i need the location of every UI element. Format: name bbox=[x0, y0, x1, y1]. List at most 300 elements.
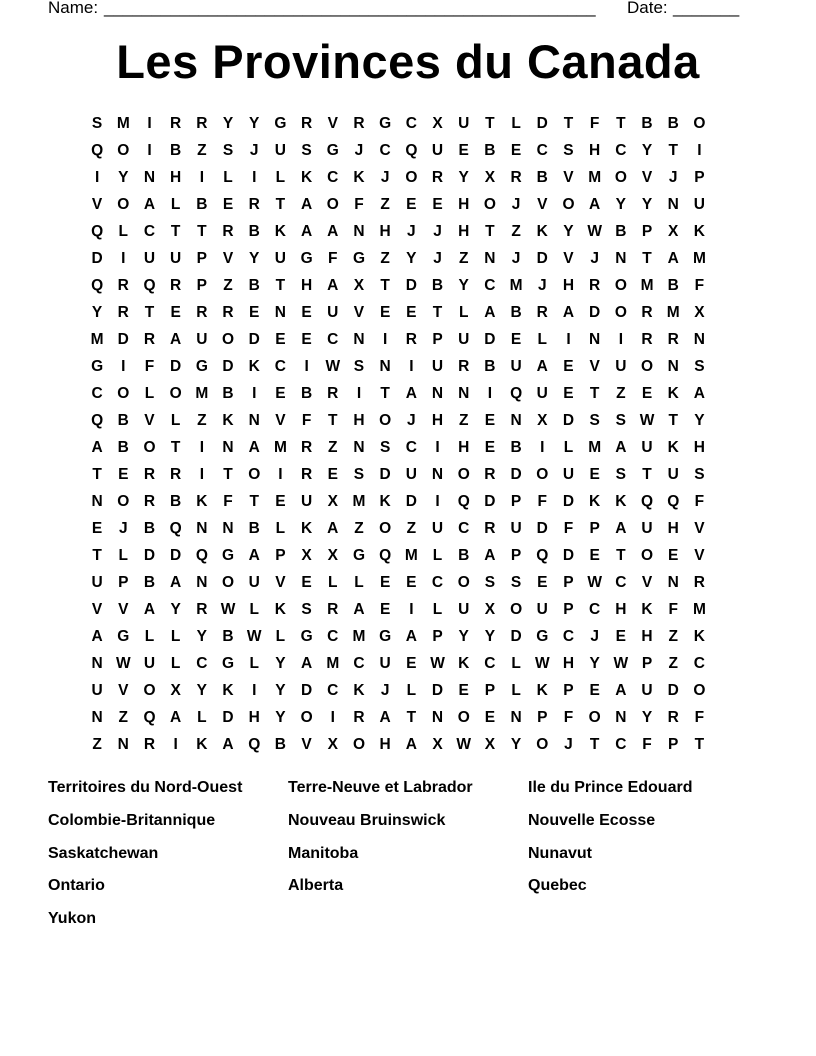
grid-letter: F bbox=[328, 250, 338, 267]
grid-letter: K bbox=[196, 736, 208, 753]
grid-letter: H bbox=[248, 709, 260, 726]
grid-letter: M bbox=[116, 115, 130, 132]
grid-letter: O bbox=[143, 682, 156, 699]
grid-letter: O bbox=[614, 169, 627, 186]
grid-letter: W bbox=[587, 223, 602, 240]
grid-letter: V bbox=[327, 115, 338, 132]
grid-letter: Y bbox=[563, 223, 574, 240]
grid-letter: I bbox=[147, 115, 152, 132]
grid-letter: J bbox=[380, 169, 390, 186]
grid-letter: T bbox=[589, 736, 600, 753]
grid-letter: D bbox=[667, 682, 679, 699]
grid-letter: K bbox=[353, 682, 365, 699]
grid-letter: C bbox=[405, 439, 417, 456]
grid-letter: B bbox=[222, 385, 234, 402]
grid-letter: K bbox=[222, 682, 234, 699]
grid-letter: S bbox=[301, 142, 312, 159]
grid-letter: U bbox=[510, 358, 522, 375]
grid-letter: I bbox=[330, 709, 335, 726]
grid-letter: P bbox=[694, 169, 705, 186]
grid-letter: F bbox=[694, 493, 705, 510]
grid-letter: W bbox=[534, 655, 550, 672]
grid-letter: N bbox=[667, 358, 679, 375]
grid-letter: U bbox=[143, 655, 156, 672]
word-list-item: Terre-Neuve et Labrador bbox=[288, 779, 473, 796]
grid-letter: Y bbox=[275, 709, 286, 726]
grid-letter: Y bbox=[249, 115, 260, 132]
grid-letter: R bbox=[143, 466, 156, 483]
grid-letter: V bbox=[118, 682, 129, 699]
grid-letter: C bbox=[615, 736, 627, 753]
grid-letter: D bbox=[562, 493, 575, 510]
grid-letter: Z bbox=[197, 412, 207, 429]
grid-letter: W bbox=[115, 655, 131, 672]
grid-letter: Z bbox=[458, 250, 469, 267]
grid-letter: R bbox=[222, 223, 234, 240]
grid-letter: H bbox=[641, 628, 653, 645]
grid-letter: D bbox=[484, 493, 496, 510]
grid-letter: D bbox=[170, 547, 182, 564]
grid-letter: F bbox=[694, 709, 705, 726]
grid-letter: U bbox=[693, 196, 705, 213]
grid-letter: B bbox=[484, 358, 496, 375]
grid-letter: J bbox=[511, 250, 521, 267]
grid-letter: M bbox=[640, 277, 654, 294]
grid-letter: Y bbox=[615, 196, 627, 213]
word-list-row bbox=[48, 910, 768, 943]
word-list-item: Yukon bbox=[48, 910, 97, 928]
grid-letter: C bbox=[562, 628, 575, 645]
grid-letter: R bbox=[431, 169, 444, 186]
grid-letter: V bbox=[353, 304, 365, 321]
grid-letter: T bbox=[406, 709, 417, 726]
grid-letter: S bbox=[563, 142, 574, 159]
grid-letter: M bbox=[588, 169, 602, 186]
word-list-row bbox=[48, 845, 768, 878]
grid-letter: O bbox=[588, 709, 601, 726]
grid-letter: Y bbox=[641, 142, 653, 159]
grid-letter: Y bbox=[249, 250, 260, 267]
grid-letter: C bbox=[274, 358, 286, 375]
grid-letter: H bbox=[458, 196, 470, 213]
grid-letter: A bbox=[405, 628, 417, 645]
grid-letter: R bbox=[641, 331, 653, 348]
grid-letter: N bbox=[91, 493, 103, 510]
grid-letter: E bbox=[484, 439, 496, 456]
grid-letter: U bbox=[431, 142, 444, 159]
grid-letter: T bbox=[275, 196, 286, 213]
grid-letter: K bbox=[458, 655, 470, 672]
grid-letter: V bbox=[91, 196, 103, 213]
grid-letter: I bbox=[409, 601, 414, 618]
grid-letter: U bbox=[641, 439, 653, 456]
grid-letter: X bbox=[327, 736, 338, 753]
grid-letter: G bbox=[300, 628, 313, 645]
grid-letter: I bbox=[252, 385, 257, 402]
grid-letter: Q bbox=[143, 709, 156, 726]
grid-letter: J bbox=[564, 736, 573, 753]
grid-letter: S bbox=[379, 439, 391, 456]
grid-letter: C bbox=[484, 655, 496, 672]
grid-letter: U bbox=[300, 493, 313, 510]
grid-letter: V bbox=[275, 412, 286, 429]
grid-letter: C bbox=[615, 574, 627, 591]
grid-letter: T bbox=[432, 304, 443, 321]
grid-letter: J bbox=[668, 169, 678, 186]
grid-letter: Y bbox=[641, 196, 653, 213]
grid-letter: E bbox=[510, 142, 522, 159]
grid-letter: J bbox=[590, 628, 599, 645]
grid-letter: A bbox=[562, 304, 575, 321]
grid-letter: O bbox=[457, 466, 470, 483]
grid-letter: S bbox=[589, 412, 600, 429]
grid-letter: L bbox=[144, 385, 155, 402]
grid-letter: M bbox=[666, 304, 680, 321]
grid-letter: E bbox=[589, 466, 600, 483]
grid-letter: P bbox=[196, 277, 208, 294]
grid-row bbox=[84, 623, 713, 650]
grid-letter: X bbox=[432, 115, 443, 132]
grid-letter: N bbox=[353, 439, 365, 456]
grid-letter: H bbox=[562, 277, 575, 294]
grid-letter: R bbox=[196, 601, 208, 618]
grid-row bbox=[84, 245, 713, 272]
grid-letter: Z bbox=[380, 250, 390, 267]
grid-letter: B bbox=[615, 223, 627, 240]
grid-letter: V bbox=[563, 250, 574, 267]
grid-letter: B bbox=[667, 115, 679, 132]
grid-letter: O bbox=[300, 709, 313, 726]
grid-letter: N bbox=[510, 412, 522, 429]
word-list-item: Nouveau Bruinswick bbox=[288, 811, 446, 829]
grid-letter: S bbox=[615, 466, 627, 483]
grid-letter: O bbox=[405, 169, 418, 186]
grid-letter: E bbox=[379, 574, 391, 591]
word-list-item: Quebec bbox=[528, 877, 587, 895]
grid-letter: I bbox=[121, 250, 126, 267]
grid-letter: C bbox=[484, 277, 496, 294]
grid-letter: O bbox=[117, 196, 130, 213]
grid-letter: B bbox=[170, 142, 182, 159]
grid-letter: K bbox=[222, 412, 234, 429]
grid-letter: I bbox=[278, 466, 283, 483]
grid-row bbox=[84, 434, 713, 461]
grid-letter: E bbox=[327, 466, 338, 483]
grid-letter: G bbox=[352, 547, 365, 564]
grid-letter: B bbox=[196, 196, 208, 213]
grid-letter: E bbox=[615, 628, 627, 645]
grid-row bbox=[84, 650, 713, 677]
grid-letter: Z bbox=[616, 385, 626, 402]
grid-letter: C bbox=[379, 142, 391, 159]
grid-letter: P bbox=[432, 628, 443, 645]
grid-letter: M bbox=[195, 385, 209, 402]
grid-letter: F bbox=[144, 358, 155, 375]
grid-letter: B bbox=[536, 169, 548, 186]
grid-letter: U bbox=[274, 250, 286, 267]
grid-letter: C bbox=[143, 223, 156, 240]
grid-letter: U bbox=[458, 331, 470, 348]
grid-letter: O bbox=[248, 466, 261, 483]
grid-letter: Q bbox=[91, 142, 104, 159]
grid-letter: L bbox=[458, 304, 469, 321]
grid-letter: C bbox=[693, 655, 705, 672]
grid-letter: K bbox=[353, 169, 365, 186]
grid-letter: C bbox=[615, 142, 627, 159]
grid-letter: O bbox=[222, 331, 235, 348]
grid-letter: I bbox=[252, 169, 257, 186]
grid-letter: U bbox=[405, 466, 417, 483]
grid-letter: E bbox=[406, 196, 417, 213]
grid-letter: L bbox=[275, 628, 286, 645]
grid-letter: R bbox=[510, 169, 522, 186]
grid-letter: X bbox=[484, 169, 496, 186]
grid-letter: E bbox=[432, 196, 443, 213]
word-list-row bbox=[48, 812, 768, 845]
grid-letter: R bbox=[589, 277, 601, 294]
grid-letter: B bbox=[274, 736, 286, 753]
grid-letter: D bbox=[562, 547, 575, 564]
word-list-item: Manitoba bbox=[288, 844, 359, 862]
grid-letter: L bbox=[406, 682, 417, 699]
grid-letter: K bbox=[300, 169, 313, 186]
grid-letter: Y bbox=[196, 628, 208, 645]
grid-letter: U bbox=[143, 250, 156, 267]
grid-letter: E bbox=[406, 304, 417, 321]
grid-letter: L bbox=[249, 655, 259, 672]
grid-letter: K bbox=[667, 385, 679, 402]
grid-letter: A bbox=[222, 736, 234, 753]
grid-letter: E bbox=[170, 304, 181, 321]
grid-letter: C bbox=[327, 169, 339, 186]
grid-letter: T bbox=[223, 466, 233, 483]
grid-letter: O bbox=[379, 520, 392, 537]
grid-letter: R bbox=[170, 115, 182, 132]
grid-letter: A bbox=[615, 520, 627, 537]
grid-letter: D bbox=[405, 493, 417, 510]
grid-letter: Y bbox=[406, 250, 417, 267]
grid-letter: A bbox=[248, 439, 260, 456]
grid-letter: R bbox=[667, 709, 679, 726]
grid-letter: H bbox=[589, 142, 601, 159]
grid-letter: Q bbox=[248, 736, 261, 753]
grid-letter: H bbox=[667, 520, 679, 537]
grid-letter: J bbox=[380, 682, 390, 699]
grid-letter: U bbox=[536, 385, 548, 402]
grid-letter: X bbox=[484, 601, 496, 618]
grid-letter: J bbox=[407, 412, 416, 429]
grid-letter: S bbox=[91, 115, 103, 132]
grid-letter: D bbox=[536, 250, 548, 267]
grid-letter: W bbox=[430, 655, 445, 672]
grid-letter: D bbox=[248, 331, 260, 348]
grid-letter: Z bbox=[328, 439, 338, 456]
grid-letter: J bbox=[433, 223, 442, 240]
grid-letter: Y bbox=[458, 169, 469, 186]
grid-letter: A bbox=[615, 439, 627, 456]
grid-letter: X bbox=[327, 547, 338, 564]
grid-letter: S bbox=[510, 574, 522, 591]
grid-letter: I bbox=[199, 466, 204, 483]
grid-letter: T bbox=[197, 223, 207, 240]
grid-letter: K bbox=[641, 601, 653, 618]
grid-letter: A bbox=[589, 196, 601, 213]
grid-letter: K bbox=[536, 223, 548, 240]
grid-letter: A bbox=[353, 601, 365, 618]
grid-letter: Y bbox=[694, 412, 705, 429]
grid-letter: X bbox=[537, 412, 548, 429]
grid-letter: P bbox=[537, 709, 548, 726]
word-list bbox=[48, 779, 768, 943]
grid-row bbox=[84, 191, 713, 218]
grid-letter: V bbox=[91, 601, 103, 618]
grid-letter: O bbox=[693, 682, 706, 699]
grid-letter: P bbox=[641, 223, 653, 240]
grid-letter: L bbox=[432, 547, 443, 564]
word-list-row bbox=[48, 779, 768, 812]
word-search-grid bbox=[84, 110, 713, 758]
grid-letter: P bbox=[668, 736, 679, 753]
grid-letter: E bbox=[563, 358, 574, 375]
grid-letter: Z bbox=[668, 628, 678, 645]
grid-letter: V bbox=[275, 574, 286, 591]
grid-letter: G bbox=[536, 628, 549, 645]
grid-letter: J bbox=[537, 277, 547, 294]
name-label: Name: bbox=[48, 0, 99, 17]
grid-letter: N bbox=[274, 304, 286, 321]
grid-letter: Y bbox=[118, 169, 129, 186]
grid-letter: N bbox=[667, 196, 679, 213]
grid-letter: Z bbox=[668, 655, 678, 672]
grid-letter: J bbox=[249, 142, 259, 159]
grid-letter: A bbox=[170, 574, 182, 591]
grid-letter: L bbox=[432, 601, 443, 618]
grid-letter: B bbox=[431, 277, 444, 294]
grid-letter: M bbox=[509, 277, 523, 294]
grid-letter: C bbox=[405, 115, 417, 132]
grid-letter: U bbox=[667, 466, 679, 483]
grid-letter: O bbox=[641, 358, 654, 375]
grid-letter: E bbox=[484, 412, 496, 429]
grid-letter: D bbox=[536, 115, 548, 132]
grid-letter: B bbox=[143, 520, 156, 537]
grid-letter: M bbox=[326, 655, 340, 672]
grid-letter: H bbox=[562, 655, 575, 672]
grid-row bbox=[84, 353, 713, 380]
grid-letter: R bbox=[143, 331, 156, 348]
grid-letter: O bbox=[143, 439, 156, 456]
grid-letter: E bbox=[641, 385, 653, 402]
grid-letter: A bbox=[536, 358, 548, 375]
grid-letter: C bbox=[536, 142, 548, 159]
grid-letter: W bbox=[587, 574, 602, 591]
grid-letter: T bbox=[249, 493, 259, 510]
grid-letter: A bbox=[170, 331, 182, 348]
grid-letter: H bbox=[300, 277, 313, 294]
grid-letter: T bbox=[485, 223, 495, 240]
grid-letter: K bbox=[274, 223, 286, 240]
grid-letter: D bbox=[536, 520, 548, 537]
grid-letter: P bbox=[641, 655, 653, 672]
grid-letter: T bbox=[380, 277, 390, 294]
grid-letter: O bbox=[457, 574, 470, 591]
grid-letter: K bbox=[300, 520, 313, 537]
grid-letter: G bbox=[222, 655, 235, 672]
grid-letter: Y bbox=[510, 736, 522, 753]
grid-letter: U bbox=[196, 331, 208, 348]
grid-letter: S bbox=[694, 466, 705, 483]
grid-letter: L bbox=[511, 682, 521, 699]
grid-letter: V bbox=[641, 169, 653, 186]
grid-letter: R bbox=[353, 115, 365, 132]
grid-letter: V bbox=[589, 358, 600, 375]
grid-letter: A bbox=[405, 385, 417, 402]
grid-letter: P bbox=[563, 601, 574, 618]
grid-letter: G bbox=[274, 115, 287, 132]
grid-letter: F bbox=[223, 493, 233, 510]
word-list-item: Alberta bbox=[288, 877, 344, 895]
grid-letter: L bbox=[511, 655, 521, 672]
grid-letter: Q bbox=[510, 385, 523, 402]
name-blank-line: ____________________________________________________ bbox=[104, 0, 596, 17]
grid-letter: I bbox=[618, 331, 623, 348]
grid-letter: Y bbox=[589, 655, 600, 672]
grid-row bbox=[84, 515, 713, 542]
grid-letter: D bbox=[510, 466, 522, 483]
grid-letter: V bbox=[694, 520, 705, 537]
grid-letter: L bbox=[118, 547, 129, 564]
grid-row bbox=[84, 110, 713, 137]
grid-letter: N bbox=[615, 250, 627, 267]
grid-letter: J bbox=[407, 223, 416, 240]
grid-letter: I bbox=[94, 169, 100, 186]
grid-letter: W bbox=[220, 601, 236, 618]
grid-letter: T bbox=[92, 547, 102, 564]
grid-letter: A bbox=[143, 601, 156, 618]
grid-letter: D bbox=[222, 709, 234, 726]
grid-letter: L bbox=[354, 574, 364, 591]
grid-letter: R bbox=[405, 331, 417, 348]
grid-letter: E bbox=[91, 520, 103, 537]
grid-letter: N bbox=[431, 385, 444, 402]
grid-letter: E bbox=[406, 655, 417, 672]
grid-letter: K bbox=[379, 493, 391, 510]
grid-letter: G bbox=[117, 628, 130, 645]
grid-letter: A bbox=[170, 709, 182, 726]
grid-letter: Y bbox=[91, 304, 103, 321]
grid-letter: B bbox=[117, 439, 129, 456]
grid-letter: S bbox=[353, 358, 365, 375]
grid-letter: S bbox=[694, 358, 705, 375]
grid-letter: K bbox=[693, 628, 705, 645]
grid-letter: T bbox=[170, 223, 181, 240]
grid-letter: T bbox=[563, 115, 574, 132]
grid-letter: V bbox=[537, 196, 548, 213]
grid-letter: E bbox=[589, 682, 600, 699]
grid-letter: Q bbox=[641, 493, 654, 510]
grid-letter: Q bbox=[143, 277, 156, 294]
grid-letter: K bbox=[615, 493, 627, 510]
grid-letter: R bbox=[667, 331, 679, 348]
grid-letter: O bbox=[117, 142, 130, 159]
grid-letter: B bbox=[117, 412, 129, 429]
grid-letter: O bbox=[457, 709, 470, 726]
grid-letter: K bbox=[667, 439, 679, 456]
grid-letter: A bbox=[91, 439, 103, 456]
grid-letter: U bbox=[274, 142, 286, 159]
grid-letter: E bbox=[537, 574, 548, 591]
grid-letter: N bbox=[353, 331, 365, 348]
